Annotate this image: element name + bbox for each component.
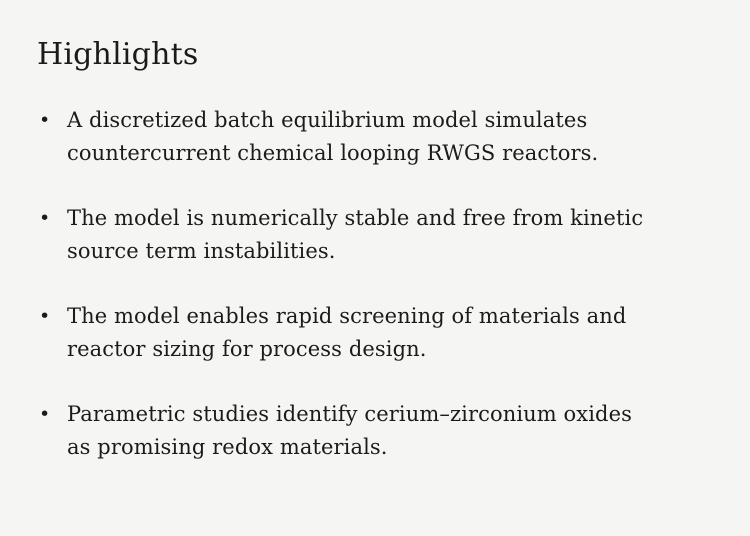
highlight-line: The model is numerically stable and free from kinetic: [67, 206, 644, 230]
highlight-line: reactor sizing for process design.: [67, 337, 427, 361]
highlight-line: as promising redox materials.: [67, 435, 388, 459]
list-item: [37, 202, 710, 268]
highlight-line: source term instabilities.: [67, 239, 336, 263]
highlight-line: A discretized batch equilibrium model simulates: [67, 108, 588, 132]
highlight-text: [67, 300, 710, 366]
highlight-line: countercurrent chemical looping RWGS reactors.: [67, 141, 599, 165]
highlight-line: The model enables rapid screening of materials and: [67, 304, 627, 328]
bullet-icon: •: [39, 305, 51, 327]
highlight-line: Parametric studies identify cerium–zirconium oxides: [67, 402, 633, 426]
highlight-text: [67, 398, 710, 464]
bullet-icon: •: [39, 207, 51, 229]
bullet-icon: •: [39, 403, 51, 425]
highlight-text: [67, 104, 710, 170]
list-item: [37, 300, 710, 366]
bullet-icon: •: [39, 109, 51, 131]
list-item: [37, 104, 710, 170]
page-title: Highlights: [37, 37, 199, 72]
list-item: [37, 398, 710, 464]
highlight-text: [67, 202, 710, 268]
highlights-list: [37, 104, 710, 464]
